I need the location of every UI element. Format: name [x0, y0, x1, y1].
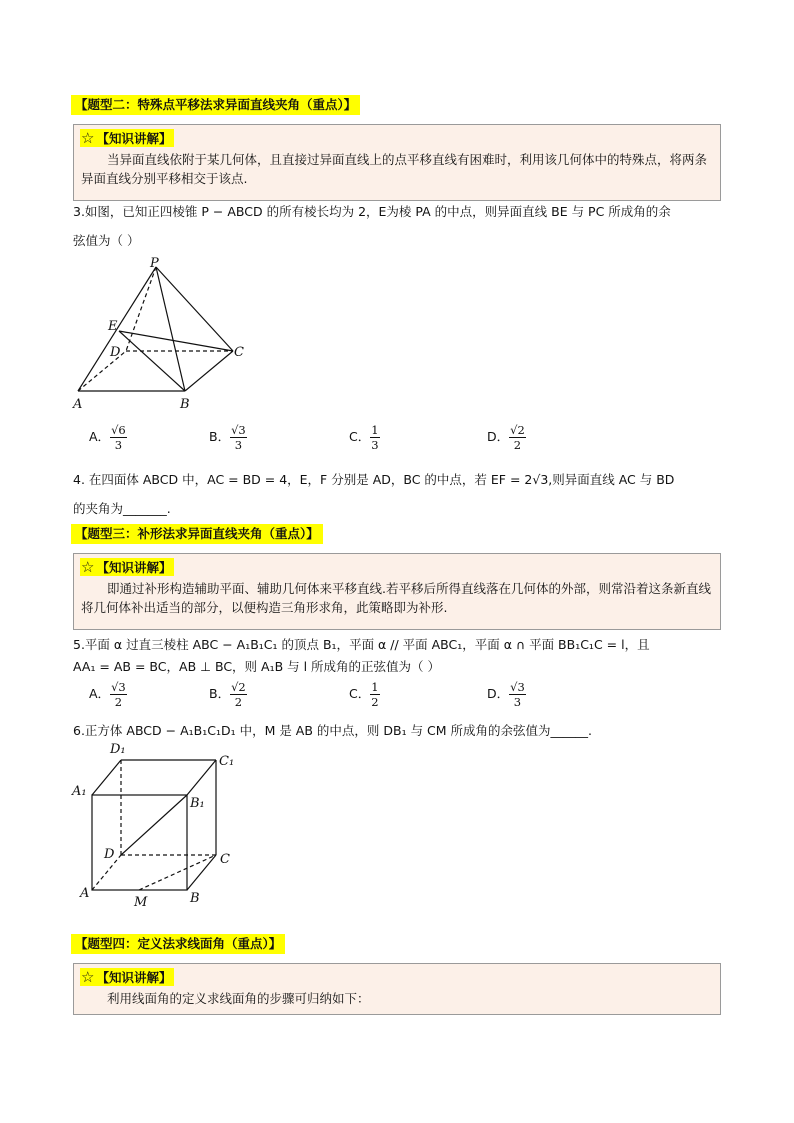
knowledge-box-type4: [73, 963, 721, 1015]
star-icon: ☆: [81, 129, 95, 147]
q5-text-line1: 5.平面 α 过直三棱柱 ABC − A₁B₁C₁ 的顶点 B₁，平面 α // 平面 ABC₁，平面 α ∩ 平面 BB₁C₁C = l，且: [73, 637, 650, 652]
box-header-label: 【知识讲解】: [96, 560, 172, 575]
box-header: [80, 558, 174, 576]
q5-option-b[interactable]: B． $\frac{√2}{2}$: [209, 680, 246, 709]
section-title-type3: 【题型三：补形法求异面直线夹角（重点）】: [71, 524, 323, 544]
star-icon: ☆: [81, 558, 95, 576]
box-header-label: 【知识讲解】: [96, 131, 172, 146]
label-M: M: [134, 895, 148, 910]
knowledge-box-type2: [73, 124, 721, 201]
cube-figure: [70, 735, 250, 915]
label-A: A: [80, 886, 90, 901]
q5-option-a[interactable]: A． $\frac{√3}{2}$: [89, 680, 126, 709]
section-title-type2: 【题型二：特殊点平移法求异面直线夹角（重点）】: [71, 95, 360, 115]
box-text: 当异面直线依附于某几何体，且直接过异面直线上的点平移直线有困难时，利用该几何体中的特殊点，将两条异面直线分别平移相交于该点.: [81, 152, 708, 186]
box-text: 即通过补形构造辅助平面、辅助几何体来平移直线.若平移后所得直线落在几何体的外部，则常沿着这条新直线将几何体补出适当的部分，以便构造三角形求角，此策略即为补形.: [81, 581, 711, 615]
box-header-label: 【知识讲解】: [96, 970, 172, 985]
q5-option-d[interactable]: D． $\frac{√3}{3}$: [487, 680, 525, 709]
label-B: B: [190, 891, 200, 906]
label-D: D: [110, 345, 121, 360]
q3-option-c[interactable]: C． $\frac{1}{3}$: [349, 423, 379, 452]
label-D: D: [104, 847, 115, 862]
label-E: E: [108, 319, 118, 334]
label-A: A: [73, 397, 83, 412]
knowledge-box-type3: [73, 553, 721, 630]
q3-option-a[interactable]: A． $\frac{√6}{3}$: [89, 423, 126, 452]
star-icon: ☆: [81, 968, 95, 986]
q5-text-line2: AA₁ = AB = BC，AB ⊥ BC，则 A₁B 与 l 所成角的正弦值为（ ）: [73, 659, 441, 674]
label-P: P: [150, 256, 159, 271]
label-D1: D₁: [110, 742, 126, 757]
q3-text-line2: 弦值为（ ）: [73, 233, 140, 248]
label-B: B: [180, 397, 190, 412]
label-C: C: [234, 345, 244, 360]
pyramid-figure: [70, 255, 260, 415]
box-header: [80, 968, 174, 986]
box-header: [80, 129, 174, 147]
label-A1: A₁: [72, 784, 87, 799]
q3-option-d[interactable]: D． $\frac{√2}{2}$: [487, 423, 525, 452]
q6-text-line1: 6.正方体 ABCD − A₁B₁C₁D₁ 中，M 是 AB 的中点，则 DB₁ 与 CM 所成角的余弦值为______.: [73, 723, 593, 738]
label-C: C: [220, 852, 230, 867]
label-C1: C₁: [219, 754, 235, 769]
label-B1: B₁: [190, 796, 205, 811]
q3-option-b[interactable]: B． $\frac{√3}{3}$: [209, 423, 246, 452]
q4-text-line1: 4. 在四面体 ABCD 中，AC = BD = 4，E，F 分别是 AD，BC 的中点，若 EF = 2√3,则异面直线 AC 与 BD: [73, 472, 675, 487]
q5-option-c[interactable]: C． $\frac{1}{2}$: [349, 680, 379, 709]
q3-text-line1: 3.如图，已知正四棱锥 P − ABCD 的所有棱长均为 2，E为棱 PA 的中点，则异面直线 BE 与 PC 所成角的余: [73, 204, 671, 219]
box-text: 利用线面角的定义求线面角的步骤可归纳如下：: [107, 991, 370, 1006]
section-title-type4: 【题型四：定义法求线面角（重点）】: [71, 934, 285, 954]
q4-text-line2: 的夹角为_______.: [73, 501, 171, 516]
